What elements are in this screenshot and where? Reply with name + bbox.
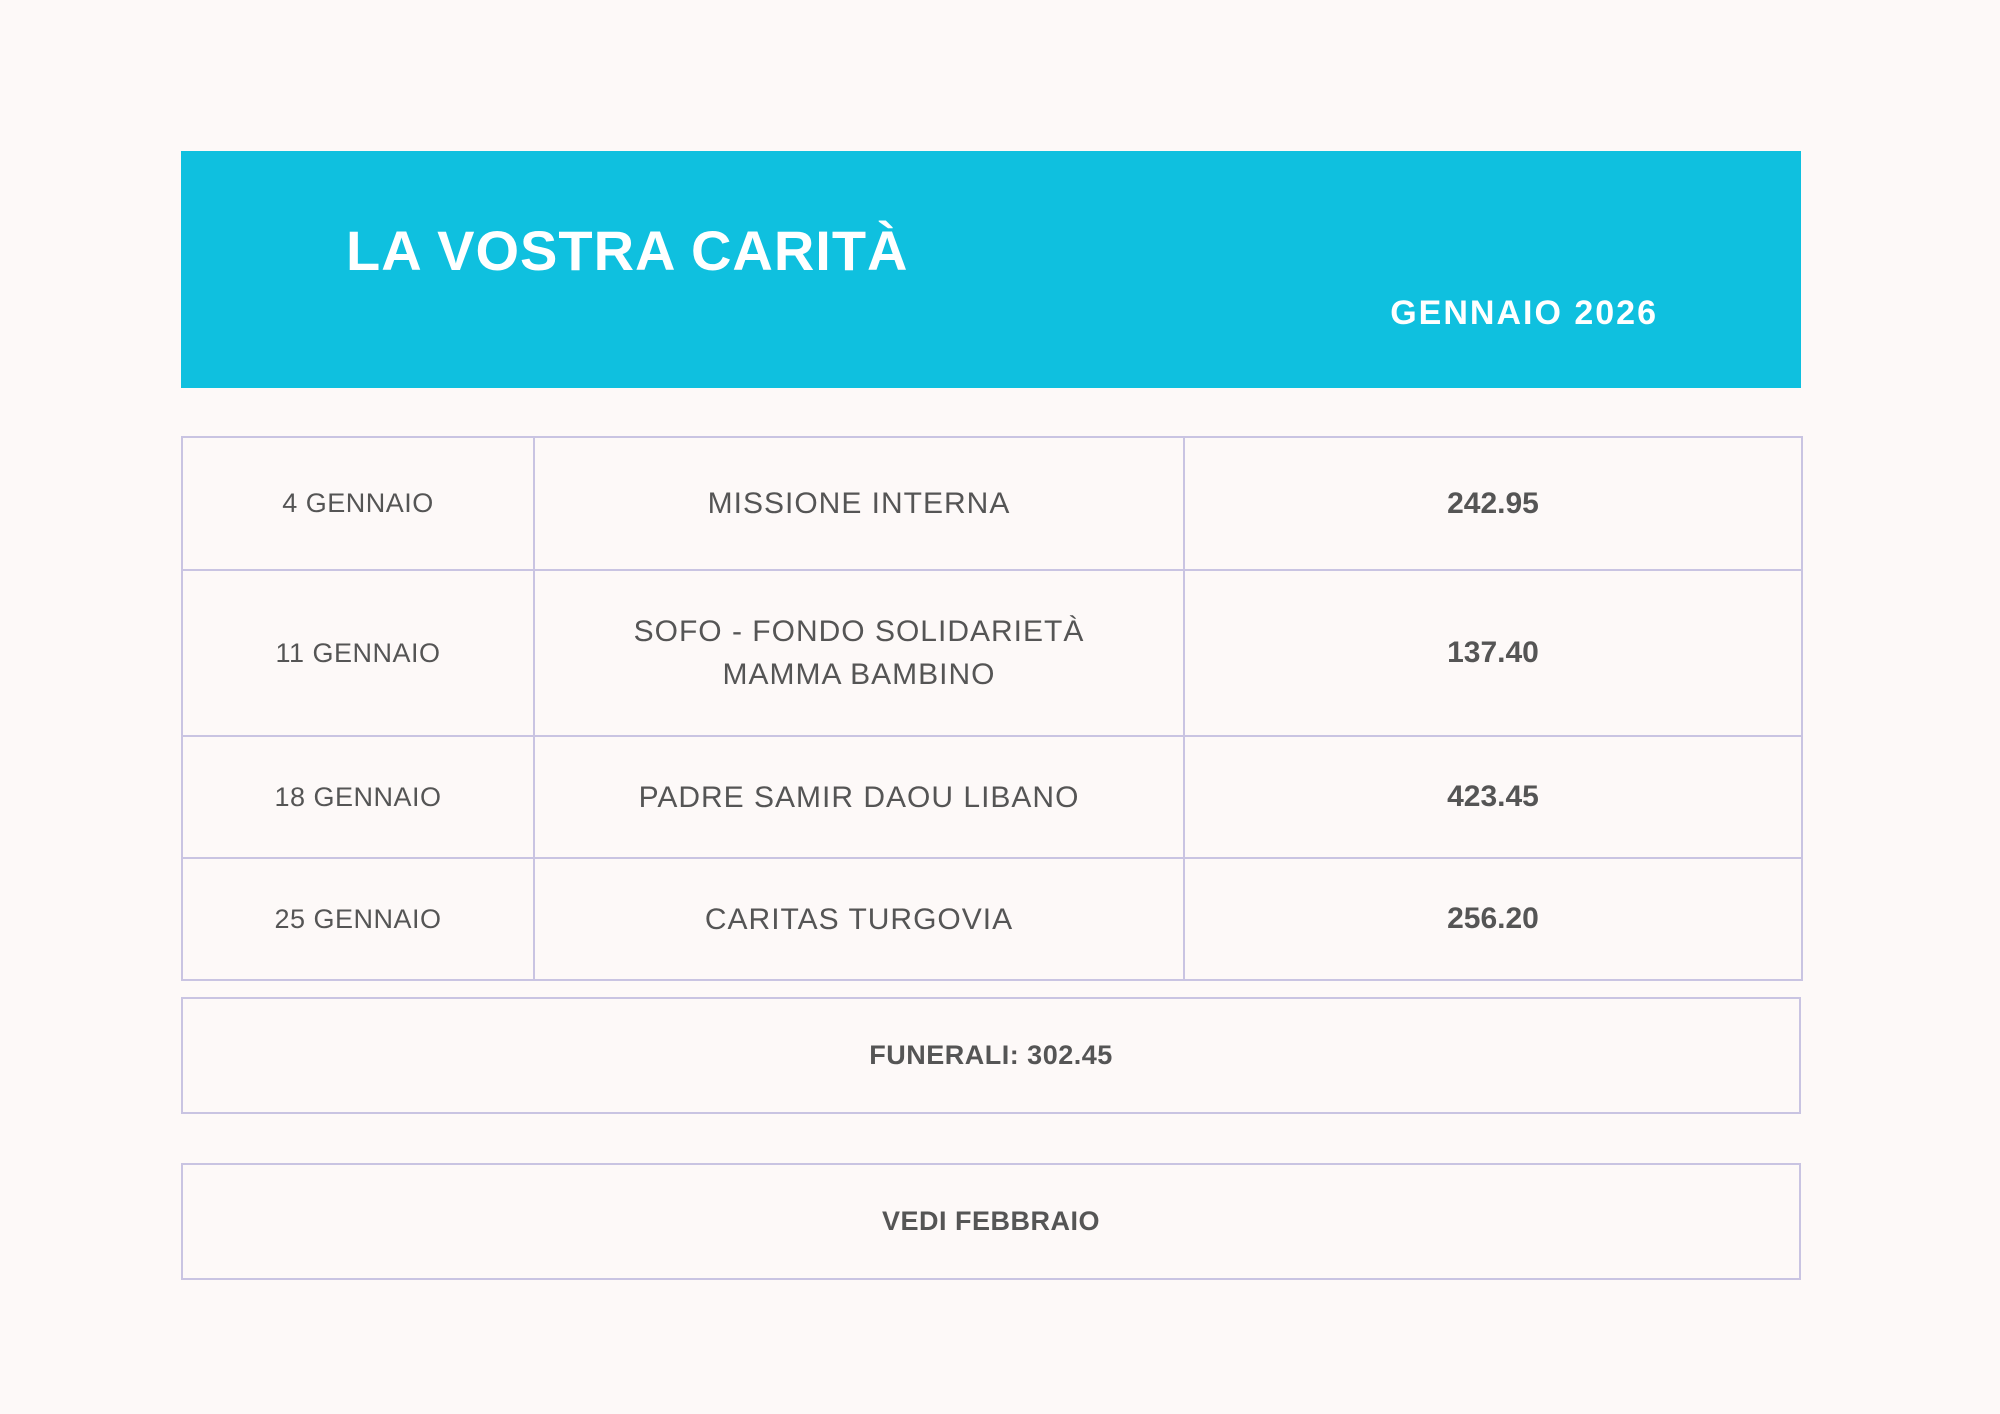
next-month-link[interactable]: VEDI FEBBRAIO <box>181 1163 1801 1280</box>
month-label: GENNAIO 2026 <box>1390 294 1658 332</box>
description-line: CARITAS TURGOVIA <box>704 902 1014 936</box>
row-date: 4 GENNAIO <box>182 437 534 570</box>
row-date: 18 GENNAIO <box>182 736 534 858</box>
row-amount: 137.40 <box>1184 570 1802 736</box>
description-line: MISSIONE INTERNA <box>707 487 1011 520</box>
row-description <box>534 570 1184 736</box>
row-amount: 242.95 <box>1184 437 1802 570</box>
funerali-total: FUNERALI: 302.45 <box>181 997 1801 1114</box>
row-description <box>534 736 1184 858</box>
description-line: MAMMA BAMBINO <box>722 658 996 691</box>
donations-table <box>181 436 1803 981</box>
row-date: 11 GENNAIO <box>182 570 534 736</box>
row-description <box>534 858 1184 980</box>
table-row <box>182 570 1802 736</box>
row-description <box>534 437 1184 570</box>
row-amount: 256.20 <box>1184 858 1802 980</box>
table-row <box>182 437 1802 570</box>
row-amount: 423.45 <box>1184 736 1802 858</box>
description-line: PADRE SAMIR DAOU LIBANO <box>638 780 1080 814</box>
table-row <box>182 858 1802 980</box>
description-line: SOFO - FONDO SOLIDARIETÀ <box>633 615 1085 648</box>
table-row <box>182 736 1802 858</box>
row-date: 25 GENNAIO <box>182 858 534 980</box>
header-banner <box>181 151 1801 388</box>
page-title: LA VOSTRA CARITÀ <box>346 219 909 282</box>
